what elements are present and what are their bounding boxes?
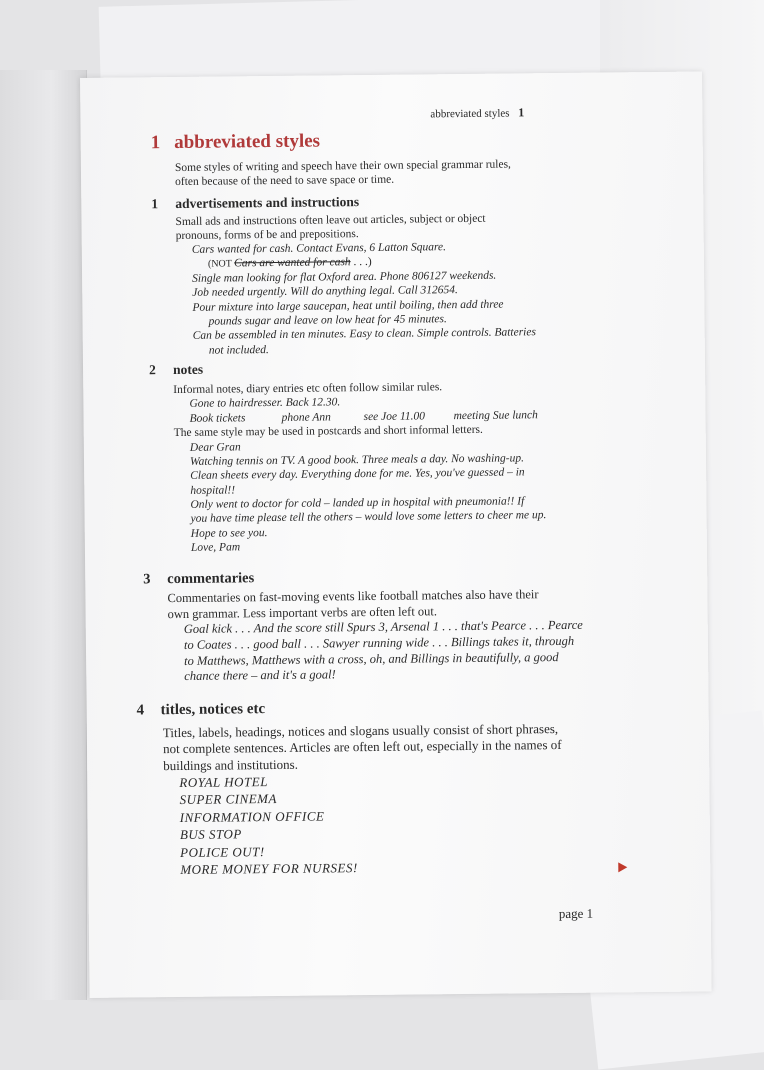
running-header — [430, 105, 524, 121]
example-line: Goal kick . . . And the score still Spurs 3, Arsenal 1 . . . that's Pearce . . . Pearce — [183, 618, 583, 637]
example-line: to Coates . . . good ball . . . Sawyer running wide . . . Billings takes it, through — [183, 633, 575, 652]
paragraph-line: Some styles of writing and speech have their own special grammar rules, — [174, 158, 511, 175]
not-suffix: . . .) — [350, 256, 372, 269]
example-line: Hope to see you. — [190, 526, 268, 540]
postcard-example — [174, 437, 547, 556]
paragraph-line: pronouns, forms of be and prepositions. — [175, 228, 359, 243]
example-line: SUPER CINEMA — [179, 791, 277, 808]
section-3-content — [167, 587, 583, 685]
example-line: Only went to doctor for cold – landed up in hospital with pneumonia!! If — [190, 495, 525, 511]
example-line: POLICE OUT! — [180, 844, 265, 860]
section-number: 2 — [148, 362, 156, 378]
section-heading — [149, 362, 203, 379]
red-arrow-icon — [618, 862, 627, 872]
paragraph-line: Commentaries on fast-moving events like football matches also have their — [167, 587, 539, 606]
section-heading — [151, 194, 359, 212]
example-line: Can be assembled in ten minutes. Easy to clean. Simple controls. Batteries — [192, 326, 537, 343]
not-prefix: (NOT — [207, 258, 235, 271]
chapter-intro — [175, 157, 511, 189]
section-heading-text: notes — [172, 361, 204, 378]
example-line: Pour mixture into large saucepan, heat until boiling, then add three — [192, 298, 504, 314]
example-line: ROYAL HOTEL — [179, 773, 268, 790]
example-line: Cars wanted for cash. Contact Evans, 6 Latton Square. — [191, 241, 447, 256]
section-heading-text: advertisements and instructions — [175, 194, 360, 212]
section-heading — [143, 570, 254, 588]
section-heading — [137, 701, 266, 719]
chapter-title — [151, 130, 321, 154]
paragraph-line: often because of the need to save space or time. — [175, 174, 395, 189]
section-1-intro — [175, 212, 485, 244]
example-line: MORE MONEY FOR NURSES! — [180, 860, 358, 878]
example-line: pounds sugar and leave on low heat for 45 minutes. — [208, 313, 447, 328]
example-line: Dear Gran — [189, 440, 241, 454]
section-number: 1 — [151, 196, 159, 212]
example-line: Job needed urgently. Will do anything legal. Call 312654. — [192, 284, 458, 300]
section-2-content — [173, 379, 547, 555]
example-line: not included. — [208, 343, 269, 357]
example-line: chance there – and it's a goal! — [184, 667, 336, 684]
paragraph-line: own grammar. Less important verbs are often left out. — [167, 603, 438, 621]
paragraph-line: Informal notes, diary entries etc often follow similar rules. — [173, 381, 443, 397]
book-page — [80, 71, 712, 997]
note-item: Book tickets — [189, 412, 246, 425]
paragraph-line: not complete sentences. Articles are often left out, especially in the names of — [162, 737, 562, 757]
example-line: BUS STOP — [179, 826, 242, 843]
note-item: phone Ann — [281, 411, 331, 424]
example-line: Clean sheets every day. Everything done for me. Yes, you've guessed – in — [190, 466, 525, 483]
note-item: meeting Sue lunch — [453, 408, 538, 422]
section-number: 3 — [143, 571, 151, 588]
header-page-number: 1 — [518, 105, 525, 120]
paragraph-line: The same style may be used in postcards and short informal letters. — [173, 423, 483, 440]
example-line: to Matthews, Matthews with a cross, oh, and Billings in beautifully, a good — [184, 649, 559, 668]
running-title: abbreviated styles — [430, 107, 510, 121]
struck-example: Cars are wanted for cash — [234, 256, 351, 270]
section-heading-text: titles, notices etc — [160, 701, 266, 719]
chapter-number: 1 — [150, 132, 161, 154]
section-4-content — [163, 721, 563, 879]
section-1-examples — [192, 239, 536, 358]
paragraph-line: Small ads and instructions often leave out articles, subject or object — [175, 212, 486, 229]
example-line: Gone to hairdresser. Back 12.30. — [189, 396, 341, 411]
paragraph-line: Titles, labels, headings, notices and slogans usually consist of short phrases, — [162, 721, 559, 741]
chapter-title-text: abbreviated styles — [174, 130, 321, 154]
section-number: 4 — [136, 702, 145, 719]
paragraph-line: buildings and institutions. — [163, 756, 298, 773]
example-line: Love, Pam — [190, 541, 241, 554]
left-page — [0, 70, 87, 1000]
example-line: hospital!! — [190, 484, 236, 497]
page-footer: page 1 — [558, 905, 594, 922]
section-heading-text: commentaries — [167, 570, 255, 588]
notice-examples — [163, 770, 563, 879]
example-line: you have time please tell the others – would love some letters to cheer me up. — [190, 509, 547, 526]
note-item: see Joe 11.00 — [363, 410, 426, 423]
example-line: INFORMATION OFFICE — [179, 808, 325, 825]
example-line: Watching tennis on TV. A good book. Three meals a day. No washing-up. — [189, 452, 525, 468]
example-line: Single man looking for flat Oxford area. Phone 806127 weekends. — [192, 269, 497, 285]
